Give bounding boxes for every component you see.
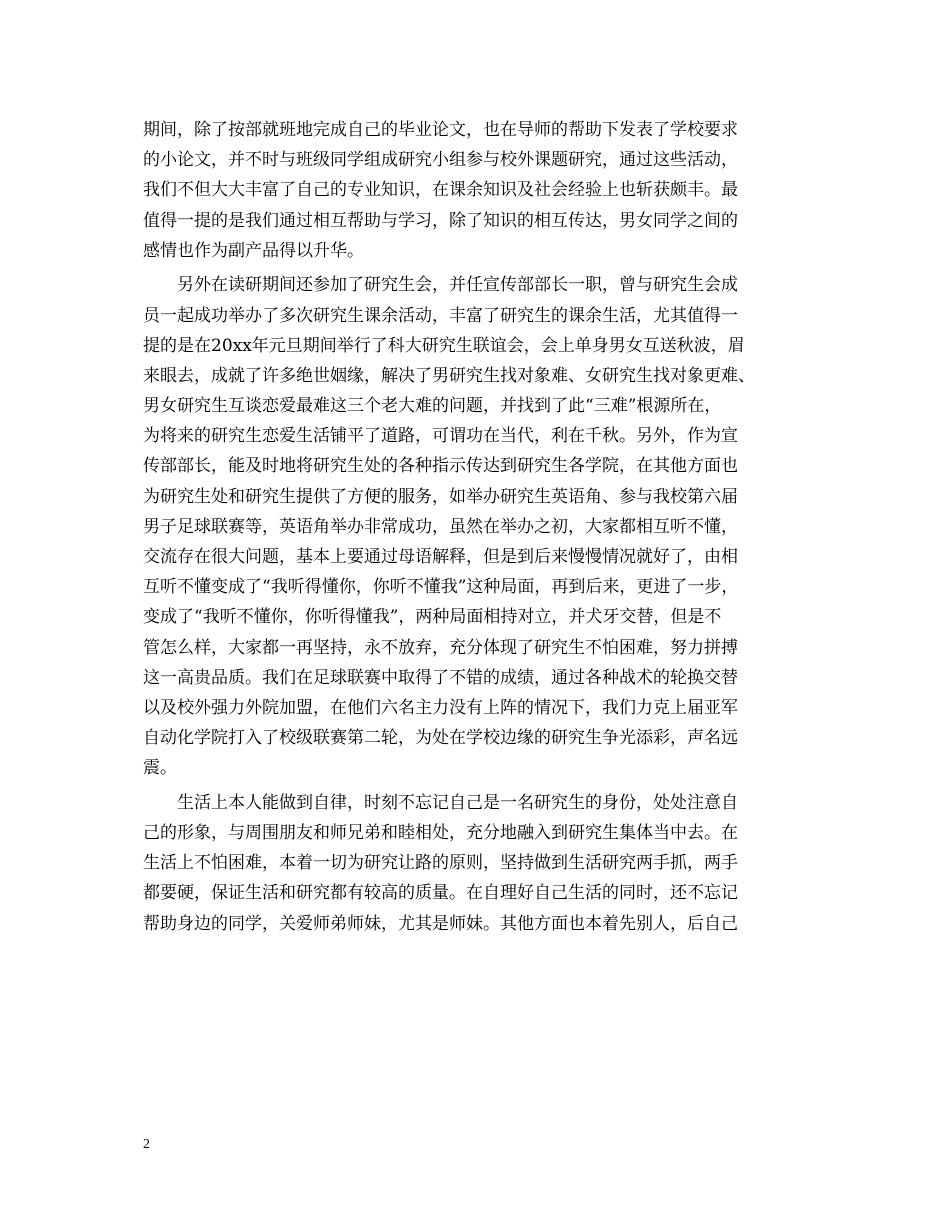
text-line: 男子足球联赛等，英语角举办非常成功，虽然在举办之初，大家都相互听不懂， (143, 516, 738, 537)
text-line: 以及校外强力外院加盟，在他们六名主力没有上阵的情况下，我们力克上届亚军 (143, 697, 738, 718)
text-line: 生活上本人能做到自律，时刻不忘记自己是一名研究生的身份，处处注意自 (143, 792, 738, 813)
text-line: 员一起成功举办了多次研究生课余活动，丰富了研究生的课余生活，尤其值得一 (143, 305, 738, 326)
text-line: 交流存在很大问题，基本上要通过母语解释，但是到后来慢慢情况就好了，由相 (143, 547, 738, 568)
paragraph (143, 788, 823, 939)
document-body (143, 115, 823, 943)
text-line: 为将来的研究生恋爱生活铺平了道路，可谓功在当代，利在千秋。另外，作为宣 (143, 426, 738, 447)
page-number: 2 (143, 1137, 150, 1152)
text-line: 我们不但大大丰富了自己的专业知识，在课余知识及社会经验上也斩获颇丰。最 (143, 180, 738, 201)
text-line: 自动化学院打入了校级联赛第二轮，为处在学校边缘的研究生争光添彩，声名远 (143, 728, 738, 749)
text-line: 为研究生处和研究生提供了方便的服务，如举办研究生英语角、参与我校第六届 (143, 486, 738, 507)
text-line: 来眼去，成就了许多绝世姻缘，解决了男研究生找对象难、女研究生找对象更难、 (143, 365, 755, 386)
paragraph (143, 115, 823, 266)
text-line: 这一高贵品质。我们在足球联赛中取得了不错的成绩，通过各种战术的轮换交替 (143, 667, 738, 688)
text-line: 帮助身边的同学，关爱师弟师妹，尤其是师妹。其他方面也本着先别人，后自己 (143, 913, 738, 934)
text-line: 值得一提的是我们通过相互帮助与学习，除了知识的相互传达，男女同学之间的 (143, 210, 738, 231)
text-line: 变成了“我听不懂你，你听得懂我”，两种局面相持对立，并犬牙交替，但是不 (143, 607, 722, 628)
text-line: 管怎么样，大家都一再坚持，永不放弃，充分体现了研究生不怕困难，努力拼搏 (143, 637, 738, 658)
text-line: 己的形象，与周围朋友和师兄弟和睦相处，充分地融入到研究生集体当中去。在 (143, 823, 738, 844)
text-line: 震。 (143, 758, 177, 779)
text-line: 另外在读研期间还参加了研究生会，并任宣传部部长一职，曾与研究生会成 (143, 275, 738, 296)
text-line: 的小论文，并不时与班级同学组成研究小组参与校外课题研究，通过这些活动， (143, 150, 738, 171)
text-line: 期间，除了按部就班地完成自己的毕业论文，也在导师的帮助下发表了学校要求 (143, 120, 738, 140)
text-line: 提的是在20xx年元旦期间举行了科大研究生联谊会，会上单身男女互送秋波，眉 (143, 335, 745, 356)
text-line: 都要硬，保证生活和研究都有较高的质量。在自理好自己生活的同时，还不忘记 (143, 883, 738, 904)
text-line: 生活上不怕困难，本着一切为研究让路的原则，坚持做到生活研究两手抓，两手 (143, 853, 738, 874)
paragraph (143, 270, 823, 783)
text-line: 感情也作为副产品得以升华。 (143, 240, 364, 261)
text-line: 互听不懂变成了“我听得懂你，你听不懂我”这种局面，再到后来，更进了一步， (143, 577, 739, 598)
text-line: 男女研究生互谈恋爱最难这三个老大难的问题，并找到了此“三难”根源所在， (143, 396, 722, 417)
text-line: 传部部长，能及时地将研究生处的各种指示传达到研究生各学院，在其他方面也 (143, 456, 738, 477)
